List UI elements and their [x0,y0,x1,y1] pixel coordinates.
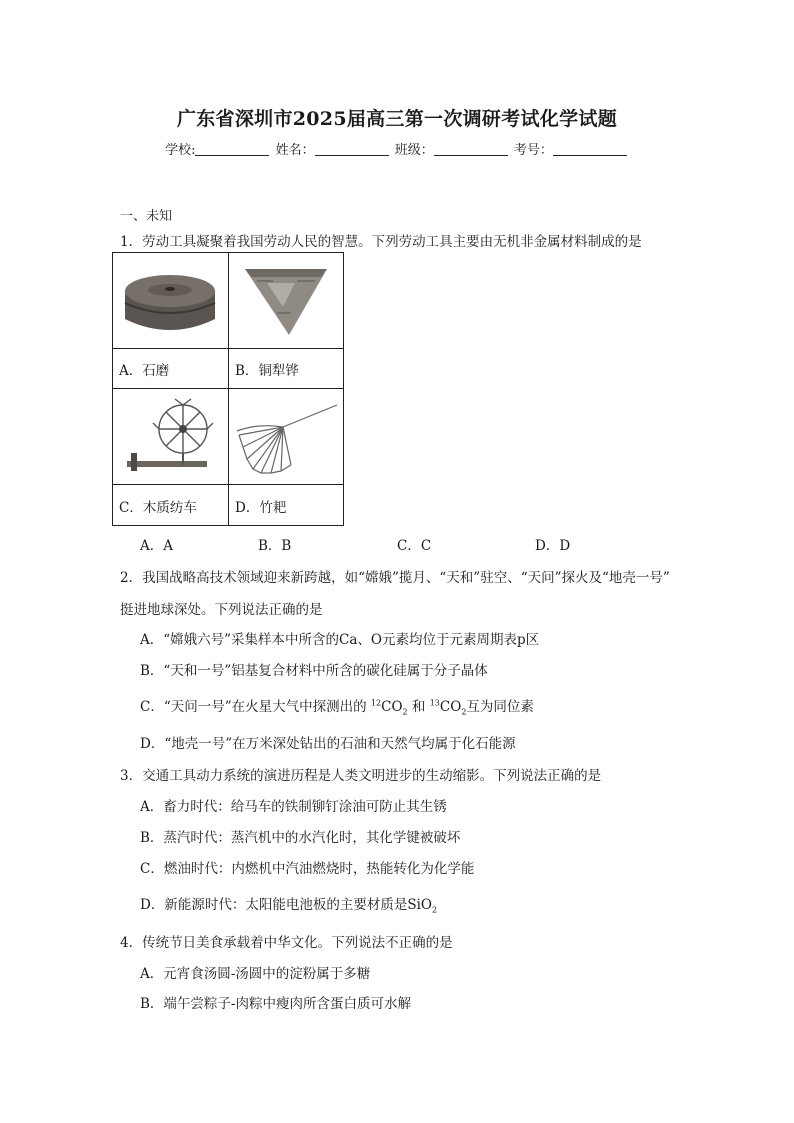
question-2-option-a: A．“嫦娥六号”采集样本中所含的Ca、O元素均位于元素周期表p区 [140,632,540,648]
grid-divider [113,348,343,349]
question-4-stem: 4．传统节日美食承载着中华文化。下列说法不正确的是 [120,935,453,951]
option-c-label: C．木质纺车 [119,500,197,516]
school-label: 学校: [165,143,196,158]
name-blank [315,142,389,156]
isotope-mass-13: 13 [429,698,440,708]
question-4-option-b: B．端午尝粽子-肉粽中瘦肉所含蛋白质可水解 [140,996,411,1012]
exam-number-label: 考号： [513,143,553,158]
question-2-option-b: B．“天和一号”铝基复合材料中所含的碳化硅属于分子晶体 [140,663,488,679]
question-2-stem-line-1: 2．我国战略高技术领域迎来新跨越，如“嫦娥”揽月、“天和”驻空、“天问”探火及“地壳一号” [120,570,670,586]
question-4-option-a: A．元宵食汤圆-汤圆中的淀粉属于多糖 [140,966,371,982]
question-2-option-d: D．“地壳一号”在万米深处钻出的石油和天然气均属于化石能源 [140,736,516,752]
option-b-label: B．铜犁铧 [235,363,299,379]
question-3-stem: 3．交通工具动力系统的演进历程是人类文明进步的生动缩影。下列说法正确的是 [120,768,602,784]
spinning-wheel-image [121,395,221,481]
exam-number-blank [553,142,627,156]
subscript-2: 2 [431,905,438,915]
copper-plowshare-image [237,263,335,339]
option-d-label: D．竹耙 [235,500,287,516]
option-c-text: C．“天问一号”在火星大气中探测出的 [140,699,367,715]
school-blank [195,142,269,156]
question-1-answer-c: C．C [397,538,432,554]
question-3-option-d [140,893,437,915]
question-1-answer-a: A．A [140,538,173,554]
page-title: 广东省深圳市2025届高三第一次调研考试化学试题 [176,108,618,130]
option-c-text-end: 互为同位素 [466,699,534,715]
option-a-label: A．石磨 [119,363,170,379]
question-3-option-a: A．畜力时代：给马车的铁制铆钉涂油可防止其生锈 [140,799,447,815]
question-2-option-c [140,695,534,717]
section-heading: 一、未知 [120,209,173,224]
question-3-option-b: B．蒸汽时代：蒸汽机中的水汽化时，其化学键被破坏 [140,830,461,846]
question-1-answer-d: D．D [535,538,571,554]
stone-mill-image [121,263,219,339]
class-label: 班级： [394,143,434,158]
question-1-answer-b: B．B [258,538,292,554]
question-2-stem-line-2: 挺进地球深处。下列说法正确的是 [120,602,323,618]
subscript-2: 2 [402,707,408,717]
co2-formula: CO [381,699,403,715]
question-1-image-grid [112,252,344,526]
question-3-option-c: C．燃油时代：内燃机中汽油燃烧时，热能转化为化学能 [140,861,475,877]
and-word: 和 [411,699,426,715]
co2-formula: CO [439,699,462,715]
grid-divider [113,484,343,485]
isotope-mass-12: 12 [370,698,382,708]
name-label: 姓名： [275,143,315,158]
student-info-line [0,139,794,158]
bamboo-rake-image [233,401,341,477]
grid-divider [113,388,343,389]
subscript-2: 2 [461,707,467,717]
class-blank [434,142,508,156]
question-1-stem: 1．劳动工具凝聚着我国劳动人民的智慧。下列劳动工具主要由无机非金属材料制成的是 [120,234,642,250]
option-d-text: D．新能源时代：太阳能电池板的主要材质是SiO [140,897,432,913]
